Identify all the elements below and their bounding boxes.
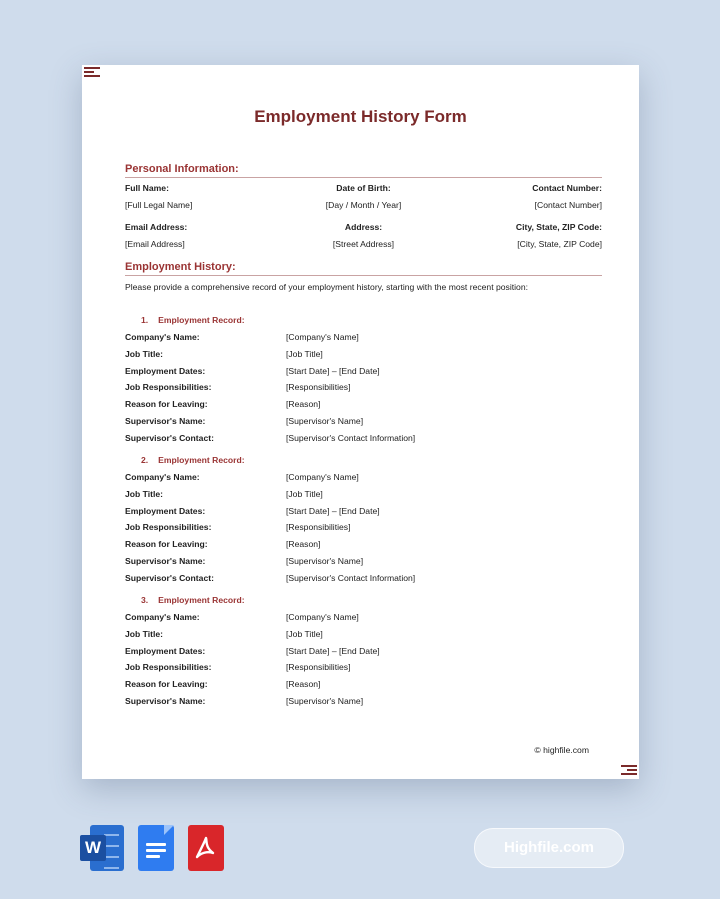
- contact-value: [Contact Number]: [534, 200, 602, 210]
- field-row: [125, 382, 605, 399]
- copyright-footer: © highfile.com: [534, 745, 589, 755]
- field-row: [125, 539, 605, 556]
- personal-info-heading: Personal Information:: [125, 163, 602, 178]
- field-row: [125, 472, 605, 489]
- highfile-badge[interactable]: Highfile.com: [474, 828, 624, 868]
- address-value: [Street Address]: [332, 239, 395, 249]
- document-title: Employment History Form: [254, 107, 467, 126]
- field-row: [125, 522, 605, 539]
- field-label: Supervisor's Name:: [125, 695, 206, 706]
- record-number: 3.: [141, 595, 149, 605]
- field-value: [Job Title]: [286, 628, 323, 639]
- field-label: Company's Name:: [125, 332, 200, 342]
- field-value: [Start Date] – [End Date]: [286, 645, 380, 656]
- field-label: Job Title:: [125, 488, 164, 499]
- dob-value: [Day / Month / Year]: [325, 200, 402, 210]
- field-label: Reason for Leaving:: [125, 539, 208, 550]
- field-row: [125, 573, 605, 590]
- pdf-icon[interactable]: [188, 825, 224, 871]
- field-label: Company's Name:: [125, 472, 200, 482]
- corner-mark-icon: [84, 67, 100, 79]
- field-label: Job Responsibilities:: [125, 662, 212, 673]
- employment-record-2: [125, 455, 605, 590]
- field-value: [Supervisor's Contact Information]: [286, 572, 416, 583]
- field-label: Reason for Leaving:: [125, 399, 208, 410]
- city-value: [City, State, ZIP Code]: [517, 239, 602, 249]
- full-name-label: Full Name:: [125, 183, 169, 193]
- field-label: Job Responsibilities:: [125, 522, 212, 533]
- word-icon[interactable]: [80, 825, 124, 871]
- field-row: [125, 646, 605, 663]
- field-label: Company's Name:: [125, 612, 200, 622]
- full-name-value: [Full Legal Name]: [125, 200, 193, 210]
- field-label: Supervisor's Name:: [125, 415, 206, 426]
- field-label: Supervisor's Contact:: [125, 432, 214, 443]
- field-value: [Job Title]: [286, 348, 323, 359]
- field-value: [Start Date] – [End Date]: [286, 505, 380, 516]
- field-row: [125, 662, 605, 679]
- field-label: Employment Dates:: [125, 505, 206, 516]
- field-row: [125, 416, 605, 433]
- record-heading: Employment Record:: [158, 595, 245, 605]
- record-number: 2.: [141, 455, 149, 465]
- field-value: [Responsibilities]: [286, 662, 351, 673]
- field-value: [Reason]: [286, 679, 321, 690]
- field-label: Reason for Leaving:: [125, 679, 208, 690]
- document-page: [82, 65, 639, 779]
- email-label: Email Address:: [125, 222, 188, 232]
- field-value: [Job Title]: [286, 488, 323, 499]
- field-label: Employment Dates:: [125, 645, 206, 656]
- field-value: [Responsibilities]: [286, 522, 351, 533]
- word-letter: W: [80, 835, 106, 861]
- field-row: [125, 349, 605, 366]
- field-value: [Company's Name]: [286, 332, 359, 342]
- field-label: Job Title:: [125, 628, 164, 639]
- field-label: Employment Dates:: [125, 365, 206, 376]
- field-row: [125, 506, 605, 523]
- field-label: Job Title:: [125, 348, 164, 359]
- contact-label: Contact Number:: [532, 183, 602, 193]
- field-row: [125, 433, 605, 450]
- field-value: [Reason]: [286, 539, 321, 550]
- employment-history-heading: Employment History:: [125, 261, 602, 276]
- email-value: [Email Address]: [125, 239, 185, 249]
- google-docs-icon[interactable]: [138, 825, 174, 871]
- corner-mark-icon: [621, 765, 637, 777]
- acrobat-symbol-icon: [191, 833, 221, 863]
- city-label: City, State, ZIP Code:: [515, 222, 602, 232]
- record-heading: Employment Record:: [158, 315, 245, 325]
- field-value: [Company's Name]: [286, 472, 359, 482]
- field-row: [125, 556, 605, 573]
- field-value: [Reason]: [286, 399, 321, 410]
- field-value: [Supervisor's Name]: [286, 415, 364, 426]
- record-heading: Employment Record:: [158, 455, 245, 465]
- format-icons: [80, 825, 224, 871]
- field-value: [Company's Name]: [286, 612, 359, 622]
- field-row: [125, 366, 605, 383]
- dob-label: Date of Birth:: [336, 183, 391, 193]
- employment-record-3: [125, 595, 605, 713]
- address-label: Address:: [344, 222, 383, 232]
- field-value: [Supervisor's Name]: [286, 695, 364, 706]
- field-row: [125, 332, 605, 349]
- field-row: [125, 612, 605, 629]
- employment-record-1: [125, 315, 605, 450]
- employment-intro: Please provide a comprehensive record of your employment history, starting with the most recent position:: [125, 282, 528, 292]
- field-label: Supervisor's Contact:: [125, 572, 214, 583]
- field-value: [Supervisor's Contact Information]: [286, 432, 416, 443]
- field-value: [Start Date] – [End Date]: [286, 365, 380, 376]
- field-row: [125, 489, 605, 506]
- personal-info-grid: [125, 183, 602, 256]
- field-row: [125, 629, 605, 646]
- field-row: [125, 399, 605, 416]
- field-label: Job Responsibilities:: [125, 382, 212, 393]
- field-label: Supervisor's Name:: [125, 555, 206, 566]
- field-row: [125, 696, 605, 713]
- field-value: [Responsibilities]: [286, 382, 351, 393]
- record-number: 1.: [141, 315, 149, 325]
- field-value: [Supervisor's Name]: [286, 555, 364, 566]
- field-row: [125, 679, 605, 696]
